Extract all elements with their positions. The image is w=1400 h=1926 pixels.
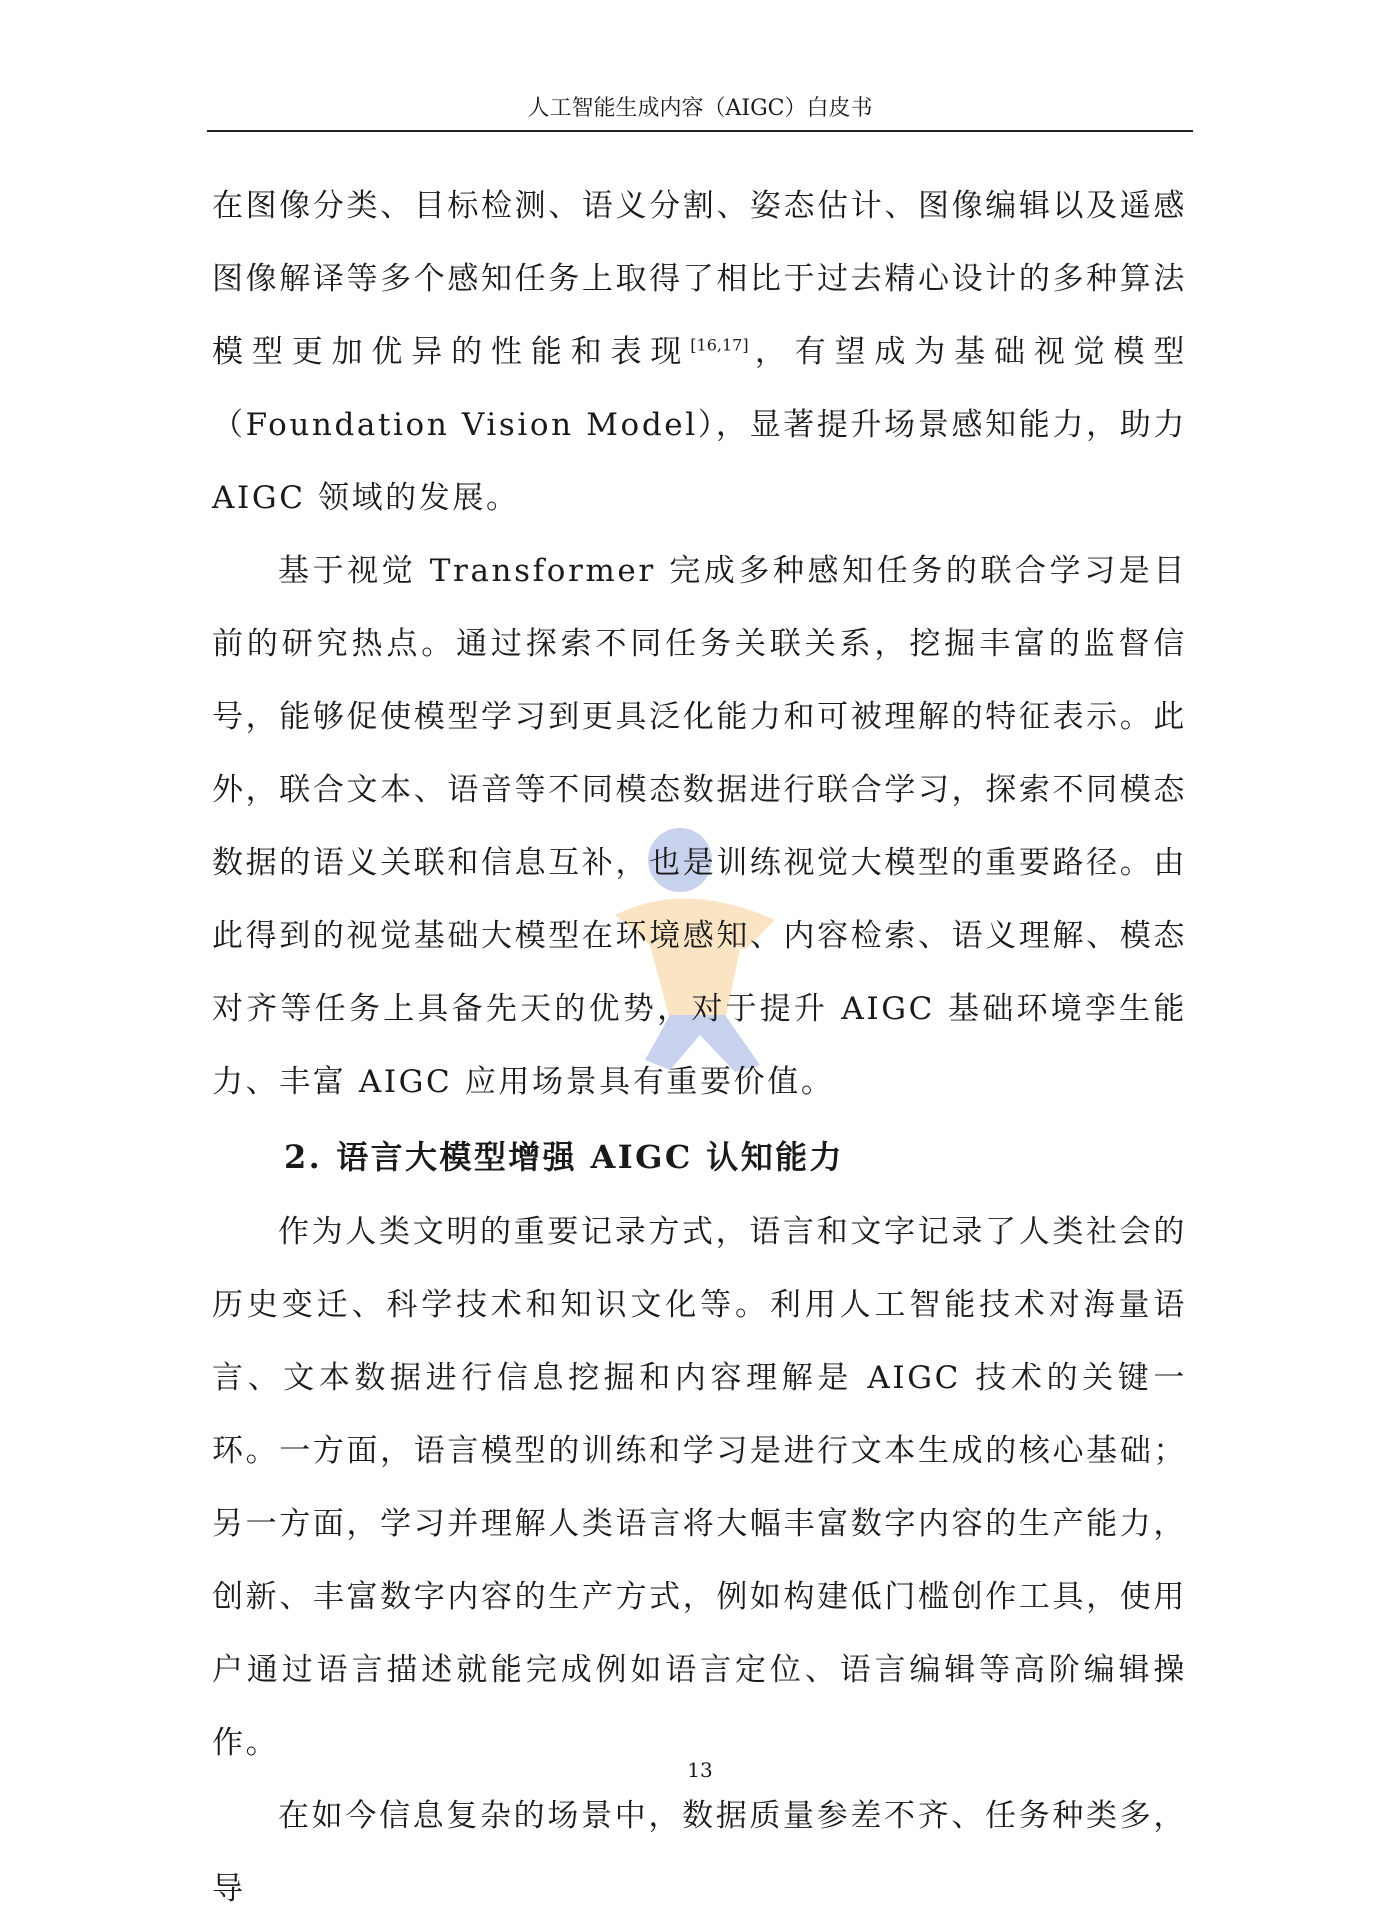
section-title: 语言大模型增强 AIGC 认知能力	[336, 1138, 844, 1176]
paragraph: 基于视觉 Transformer 完成多种感知任务的联合学习是目前的研究热点。通过探索不同任务关联关系，挖掘丰富的监督信号，能够促使模型学习到更具泛化能力和可被理解的特征表示。此外，联合文本、语音等不同模态数据进行联合学习，探索不同模态数据的语义关联和信息互补，也是训练视觉大模型的重要路径。由此得到的视觉基础大模型在环境感知、内容检索、语义理解、模态对齐等任务上具备先天的优势，对于提升 AIGC 基础环境孪生能力、丰富 AIGC 应用场景具有重要价值。	[212, 553, 1187, 1100]
paragraph: 在如今信息复杂的场景中，数据质量参差不齐、任务种类多，导	[212, 1798, 1187, 1907]
page-number: 13	[687, 1758, 713, 1782]
section-number: 2.	[284, 1138, 323, 1176]
page-body	[212, 170, 1187, 1926]
paragraph: 作为人类文明的重要记录方式，语言和文字记录了人类社会的历史变迁、科学技术和知识文化等。利用人工智能技术对海量语言、文本数据进行信息挖掘和内容理解是 AIGC 技术的关键一环。一方面，语言模型的训练和学习是进行文本生成的核心基础；另一方面，学习并理解人类语言将大幅丰富数字内容的生产能力，创新、丰富数字内容的生产方式，例如构建低门槛创作工具，使用户通过语言描述就能完成例如语言定位、语言编辑等高阶编辑操作。	[212, 1214, 1187, 1761]
running-header: 人工智能生成内容（AIGC）白皮书	[527, 96, 873, 121]
paragraph-text: ，有望成为基础视觉模型（Foundation Vision Model），显著提升场景感知能力，助力 AIGC 领域的发展。	[212, 334, 1187, 516]
paragraph-text: 在图像分类、目标检测、语义分割、姿态估计、图像编辑以及遥感图像解译等多个感知任务上取得了相比于过去精心设计的多种算法模型更加优异的性能和表现	[212, 188, 1187, 370]
citation: [16,17]	[690, 335, 749, 355]
header-rule	[207, 130, 1193, 132]
section-heading	[212, 1119, 1187, 1196]
paragraph-continuation	[212, 170, 1187, 535]
